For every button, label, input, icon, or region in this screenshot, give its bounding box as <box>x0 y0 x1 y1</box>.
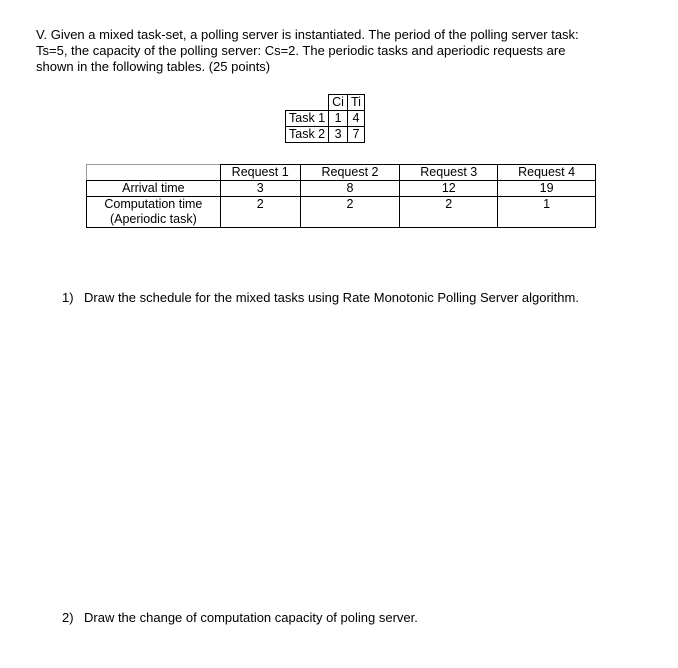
computation-label-line-2: (Aperiodic task) <box>109 212 197 226</box>
header-request-1: Request 1 <box>220 165 300 181</box>
arrival-value: 3 <box>220 181 300 197</box>
question-text: Draw the schedule for the mixed tasks using Rate Monotonic Polling Server algorithm. <box>84 290 579 305</box>
task-ti: 7 <box>347 127 364 143</box>
empty-corner-cell <box>87 165 221 181</box>
empty-corner-cell <box>286 95 329 111</box>
arrival-value: 8 <box>300 181 400 197</box>
computation-value: 2 <box>220 197 300 228</box>
question-1 <box>62 290 579 306</box>
intro-line-2: Ts=5, the capacity of the polling server: Cs=2. The periodic tasks and aperiodic requests are <box>36 43 566 58</box>
arrival-value: 19 <box>498 181 596 197</box>
computation-time-label <box>87 197 221 228</box>
table-header-row <box>286 95 365 111</box>
task-name: Task 1 <box>286 111 329 127</box>
task-ti: 4 <box>347 111 364 127</box>
arrival-time-label: Arrival time <box>87 181 221 197</box>
intro-line-1: V. Given a mixed task-set, a polling server is instantiated. The period of the polling server task: <box>36 27 579 42</box>
aperiodic-requests-table <box>86 164 596 228</box>
question-number: 1) <box>62 290 74 305</box>
header-ci: Ci <box>329 95 348 111</box>
periodic-tasks-table <box>285 94 365 143</box>
table-row <box>87 197 596 228</box>
computation-value: 2 <box>400 197 498 228</box>
question-text: Draw the change of computation capacity of poling server. <box>84 610 418 625</box>
task-ci: 1 <box>329 111 348 127</box>
question-2 <box>62 610 418 626</box>
intro-line-3: shown in the following tables. (25 points) <box>36 59 271 74</box>
table-row <box>286 127 365 143</box>
header-request-3: Request 3 <box>400 165 498 181</box>
table-row <box>87 181 596 197</box>
computation-value: 1 <box>498 197 596 228</box>
header-request-4: Request 4 <box>498 165 596 181</box>
computation-label-line-1: Computation time <box>104 197 203 211</box>
header-request-2: Request 2 <box>300 165 400 181</box>
header-ti: Ti <box>347 95 364 111</box>
arrival-value: 12 <box>400 181 498 197</box>
computation-value: 2 <box>300 197 400 228</box>
task-ci: 3 <box>329 127 348 143</box>
task-name: Task 2 <box>286 127 329 143</box>
table-row <box>286 111 365 127</box>
question-number: 2) <box>62 610 74 625</box>
problem-statement <box>36 27 656 75</box>
table-header-row <box>87 165 596 181</box>
